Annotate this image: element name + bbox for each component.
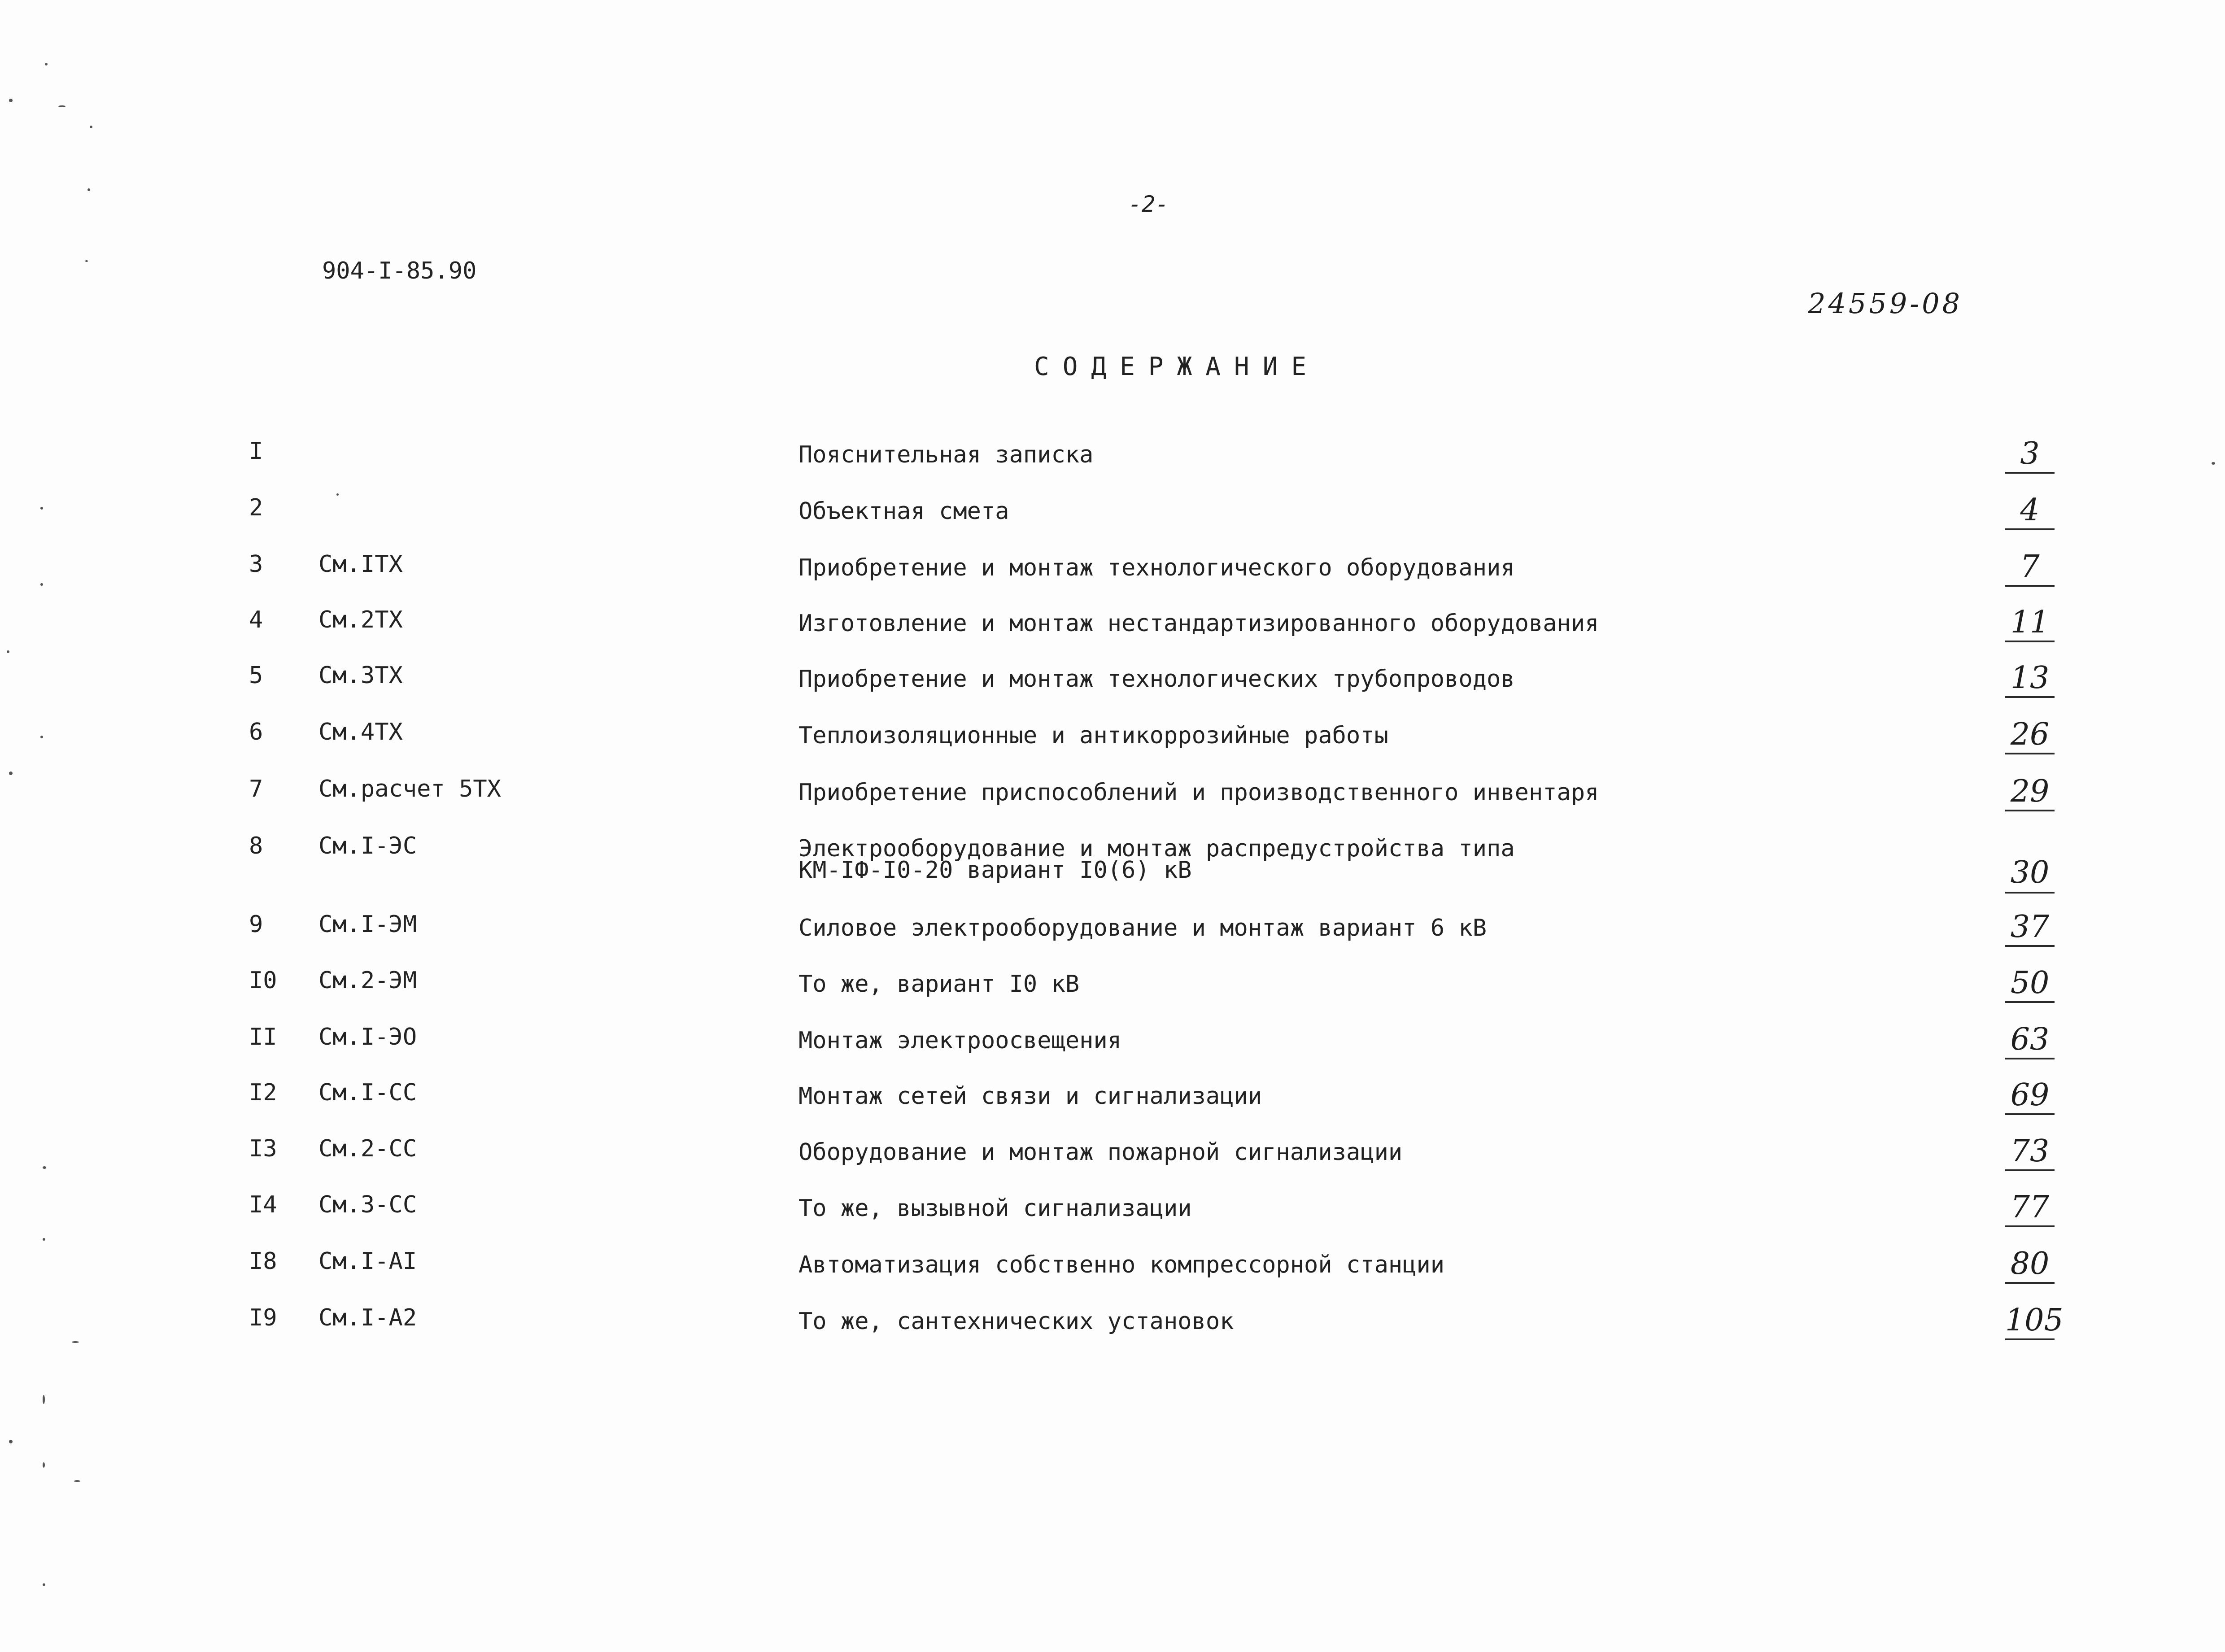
toc-estimate-code: См.I-А2: [318, 1304, 417, 1331]
page-underline: [2005, 1113, 2055, 1115]
toc-page-number: 77: [2010, 1190, 2050, 1225]
toc-estimate-code: См.3ТХ: [318, 662, 403, 689]
scan-speck: [43, 1583, 45, 1586]
toc-title: Объектная смета: [798, 498, 1009, 525]
page-underline: [2005, 1282, 2055, 1284]
toc-title: Теплоизоляционные и антикоррозийные работы: [798, 722, 1388, 749]
toc-estimate-code: См.I-ЭМ: [318, 911, 417, 938]
toc-page-number: 105: [2005, 1303, 2064, 1338]
page-underline: [2005, 753, 2055, 754]
scan-speck: [2212, 462, 2215, 465]
page-underline: [2005, 1058, 2055, 1059]
scan-speck: [9, 772, 13, 775]
scan-speck: [87, 188, 90, 191]
toc-page-number: 69: [2010, 1077, 2050, 1113]
page-underline: [2005, 641, 2055, 642]
toc-number: II: [249, 1024, 277, 1050]
toc-row: [0, 1133, 2225, 1169]
scan-speck: [43, 1462, 45, 1468]
scan-speck: [74, 1480, 80, 1482]
toc-title: Оборудование и монтаж пожарной сигнализации: [798, 1139, 1403, 1166]
page-underline: [2005, 585, 2055, 587]
toc-row: [0, 965, 2225, 1001]
toc-page-number: 63: [2010, 1022, 2050, 1057]
toc-title: Пояснительная записка: [798, 441, 1094, 468]
toc-row: [0, 717, 2225, 752]
scan-speck: [7, 650, 9, 653]
scan-speck: [40, 507, 43, 510]
toc-estimate-code: См.IТХ: [318, 551, 403, 578]
toc-row: [0, 549, 2225, 584]
toc-row: [0, 909, 2225, 945]
page-number: -2-: [1128, 191, 1169, 217]
toc-row: [0, 660, 2225, 696]
toc-estimate-code: См.2ТХ: [318, 606, 403, 633]
scan-speck: [72, 1341, 79, 1343]
toc-page-number: 7: [2020, 549, 2040, 584]
toc-row: [0, 1303, 2225, 1338]
toc-row: [0, 436, 2225, 471]
toc-estimate-code: См.3-СС: [318, 1191, 417, 1218]
toc-title: Монтаж сетей связи и сигнализации: [798, 1083, 1262, 1110]
page-underline: [2005, 1169, 2055, 1171]
toc-row: [0, 605, 2225, 640]
toc-page-number: 26: [2010, 717, 2050, 752]
toc-estimate-code: См.I-АI: [318, 1248, 417, 1275]
toc-number: 8: [249, 833, 263, 859]
contents-heading: СОДЕРЖАНИЕ: [1034, 352, 1320, 381]
page-underline: [2005, 945, 2055, 947]
toc-row: [0, 1190, 2225, 1225]
page-underline: [2005, 1338, 2055, 1340]
toc-row: [0, 774, 2225, 809]
scan-speck: [45, 63, 48, 65]
toc-row: [0, 493, 2225, 528]
archive-number: 24559-08: [1808, 287, 1963, 320]
toc-estimate-code: См.I-ЭО: [318, 1024, 417, 1050]
page-underline: [2005, 1001, 2055, 1003]
toc-estimate-code: См.2-СС: [318, 1135, 417, 1162]
document-code: 904-I-85.90: [322, 257, 477, 284]
toc-title: Приобретение и монтаж технологических трубопроводов: [798, 666, 1515, 693]
toc-number: 3: [249, 551, 263, 578]
toc-number: 2: [249, 494, 263, 521]
toc-page-number: 37: [2010, 909, 2050, 945]
scan-speck: [43, 1395, 45, 1404]
toc-title: То же, вызывной сигнализации: [798, 1195, 1192, 1222]
toc-title: Автоматизация собственно компрессорной станции: [798, 1251, 1445, 1278]
scan-speck: [336, 493, 339, 496]
toc-estimate-code: См.расчет 5ТХ: [318, 776, 501, 802]
scan-speck: [58, 105, 65, 107]
scan-speck: [40, 583, 43, 586]
page-underline: [2005, 810, 2055, 811]
toc-page-number: 11: [2010, 605, 2050, 640]
page-underline: [2005, 892, 2055, 894]
toc-page-number: 30: [2010, 855, 2050, 890]
toc-page-number: 50: [2010, 965, 2050, 1001]
toc-title: Приобретение и монтаж технологического оборудования: [798, 554, 1515, 581]
toc-number: I0: [249, 967, 277, 994]
toc-page-number: 4: [2020, 493, 2040, 528]
page-underline: [2005, 696, 2055, 698]
toc-row: [0, 1246, 2225, 1281]
toc-page-number: 13: [2010, 660, 2050, 696]
toc-number: I9: [249, 1304, 277, 1331]
scan-speck: [9, 1440, 13, 1443]
scan-speck: [85, 260, 88, 262]
page-underline: [2005, 1225, 2055, 1227]
toc-page-number: 3: [2020, 436, 2040, 471]
toc-number: I: [249, 438, 263, 465]
toc-row: [0, 833, 2225, 890]
toc-page-number: 29: [2010, 774, 2050, 809]
toc-title: Монтаж электроосвещения: [798, 1027, 1122, 1054]
toc-number: I2: [249, 1079, 277, 1106]
toc-page-number: 73: [2010, 1133, 2050, 1169]
toc-estimate-code: См.4ТХ: [318, 719, 403, 745]
toc-estimate-code: См.2-ЭМ: [318, 967, 417, 994]
scan-speck: [40, 736, 43, 738]
toc-row: [0, 1022, 2225, 1057]
toc-title: Изготовление и монтаж нестандартизированного оборудования: [798, 610, 1599, 637]
toc-number: 9: [249, 911, 263, 938]
toc-number: I4: [249, 1191, 277, 1218]
toc-title: Силовое электрооборудование и монтаж вариант 6 кВ: [798, 915, 1487, 942]
toc-title: То же, сантехнических установок: [798, 1308, 1234, 1335]
toc-estimate-code: См.I-СС: [318, 1079, 417, 1106]
toc-number: I8: [249, 1248, 277, 1275]
toc-number: 6: [249, 719, 263, 745]
page-underline: [2005, 472, 2055, 474]
scan-speck: [90, 126, 92, 128]
toc-title: Приобретение приспособлений и производственного инвентаря: [798, 779, 1599, 806]
toc-title: То же, вариант I0 кВ: [798, 971, 1080, 998]
toc-title: Электрооборудование и монтаж распредустройства типа КМ-IФ-I0-20 вариант I0(6) кВ: [798, 835, 1515, 884]
scan-speck: [43, 1166, 46, 1169]
toc-number: 4: [249, 606, 263, 633]
page-underline: [2005, 528, 2055, 530]
scan-speck: [9, 99, 13, 102]
toc-estimate-code: См.I-ЭС: [318, 833, 417, 859]
toc-row: [0, 1077, 2225, 1113]
scan-speck: [43, 1238, 45, 1241]
toc-page-number: 80: [2010, 1246, 2050, 1281]
toc-number: 5: [249, 662, 263, 689]
toc-number: 7: [249, 776, 263, 802]
toc-number: I3: [249, 1135, 277, 1162]
